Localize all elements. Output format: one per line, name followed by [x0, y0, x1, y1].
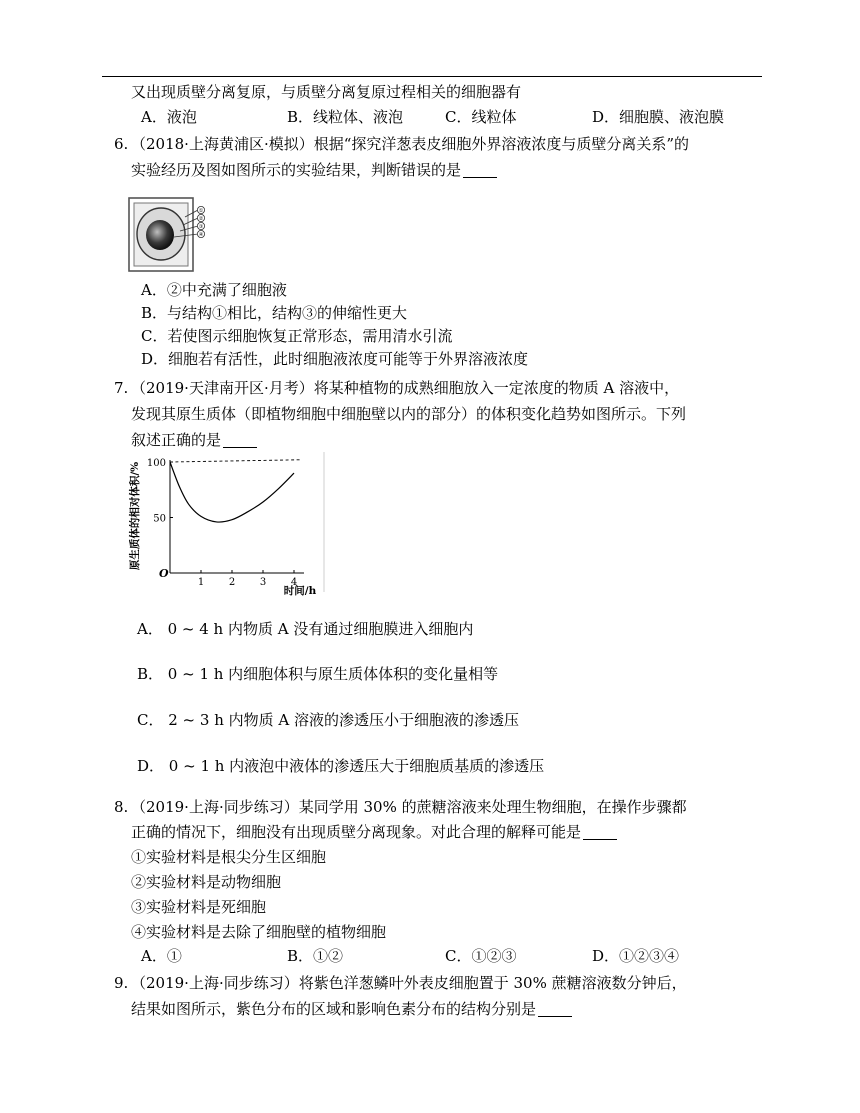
q7-stem-line1: （2019·天津南开区·月考）将某种植物的成熟细胞放入一定浓度的物质 A 溶液中， [131, 379, 680, 397]
q6-option-d: D．细胞若有活性，此时细胞液浓度可能等于外界溶液浓度 [141, 350, 529, 368]
q7-option-c: C． 2 ~ 3 h 内物质 A 溶液的渗透压小于细胞液的渗透压 [137, 711, 520, 729]
q9-number: 9. [114, 974, 129, 992]
q5-option-c: C．线粒体 [445, 108, 517, 126]
figure-label-3: ③ [198, 223, 204, 230]
q5-option-b: B．线粒体、液泡 [287, 108, 404, 126]
q8-item-2: ②实验材料是动物细胞 [131, 873, 282, 891]
q8-item-1: ①实验材料是根尖分生区细胞 [131, 848, 327, 866]
q5-option-a: A．液泡 [141, 108, 197, 126]
protoplast-volume-curve [170, 462, 294, 522]
q6-stem-line2-wrap [131, 160, 497, 180]
q8-option-a: A．① [141, 947, 182, 965]
answer-blank [463, 161, 497, 178]
x-tick-label: 4 [290, 577, 298, 588]
q8-item-4: ④实验材料是去除了细胞壁的植物细胞 [131, 923, 387, 941]
answer-blank [583, 823, 617, 840]
figure-label-1: ① [198, 207, 204, 214]
protoplast-volume-chart [128, 452, 334, 600]
q7-stem-line2: 发现其原生质体（即植物细胞中细胞壁以内的部分）的体积变化趋势如图所示。下列 [131, 405, 687, 423]
q9-stem-line2-wrap [131, 999, 572, 1019]
q7-option-d: D． 0 ~ 1 h 内液泡中液体的渗透压大于细胞质基质的渗透压 [137, 757, 545, 775]
q9-stem-line1: （2019·上海·同步练习）将紫色洋葱鳞叶外表皮细胞置于 30% 蔗糖溶液数分钟后， [131, 974, 687, 992]
q7-stem-line3-wrap [131, 430, 257, 450]
q7-option-a: A． 0 ~ 4 h 内物质 A 没有通过细胞膜进入细胞内 [137, 620, 474, 638]
q6-option-b: B．与结构①相比，结构③的伸缩性更大 [141, 304, 408, 322]
x-tick-label: 3 [259, 577, 267, 588]
x-tick-label: 1 [197, 577, 205, 588]
x-tick-label: 2 [228, 577, 236, 588]
figure-label-2: ② [198, 215, 204, 222]
x-axis-label: 时间/h [283, 585, 317, 597]
q8-stem-line1: （2019·上海·同步练习）某同学用 30% 的蔗糖溶液来处理生物细胞，在操作步骤都 [131, 798, 687, 816]
y-tick-label: 50 [153, 513, 166, 525]
q6-stem-line1: （2018·上海黄浦区·模拟）根据“探究洋葱表皮细胞外界溶液浓度与质壁分离关系”的 [131, 135, 690, 153]
q8-number: 8. [114, 798, 129, 816]
q6-number: 6. [114, 135, 129, 153]
q8-item-3: ③实验材料是死细胞 [131, 898, 267, 916]
q7-stem-line3: 叙述正确的是 [131, 431, 222, 449]
answer-blank [223, 431, 257, 448]
q7-option-b: B． 0 ~ 1 h 内细胞体积与原生质体体积的变化量相等 [137, 665, 499, 683]
figure-label-4: ④ [198, 231, 204, 238]
q8-option-d: D．①②③④ [592, 947, 680, 965]
q8-stem-line2-wrap [131, 822, 617, 842]
y-tick-label: 100 [146, 458, 166, 469]
q5-option-d: D．细胞膜、液泡膜 [592, 108, 725, 126]
q5-continuation: 又出现质壁分离复原，与质壁分离复原过程相关的细胞器有 [131, 83, 522, 101]
origin-label: O [159, 567, 169, 580]
vacuole [146, 220, 174, 250]
cell-diagram [128, 197, 218, 273]
q8-stem-line2: 正确的情况下，细胞没有出现质壁分离现象。对此合理的解释可能是 [131, 823, 582, 841]
header-rule [102, 76, 762, 77]
q8-option-b: B．①② [287, 947, 344, 965]
y-axis-label: 原生质体的相对体积/% [129, 461, 141, 571]
answer-blank [538, 1000, 572, 1017]
q9-stem-line2: 结果如图所示，紫色分布的区域和影响色素分布的结构分别是 [131, 1000, 537, 1018]
q6-stem-line2: 实验经历及图如图所示的实验结果，判断错误的是 [131, 161, 462, 179]
q6-option-c: C．若使图示细胞恢复正常形态，需用清水引流 [141, 327, 453, 345]
q7-number: 7. [114, 379, 129, 397]
reference-dashed-line [170, 460, 300, 462]
q6-option-a: A．②中充满了细胞液 [141, 281, 287, 299]
q8-option-c: C．①②③ [445, 947, 517, 965]
